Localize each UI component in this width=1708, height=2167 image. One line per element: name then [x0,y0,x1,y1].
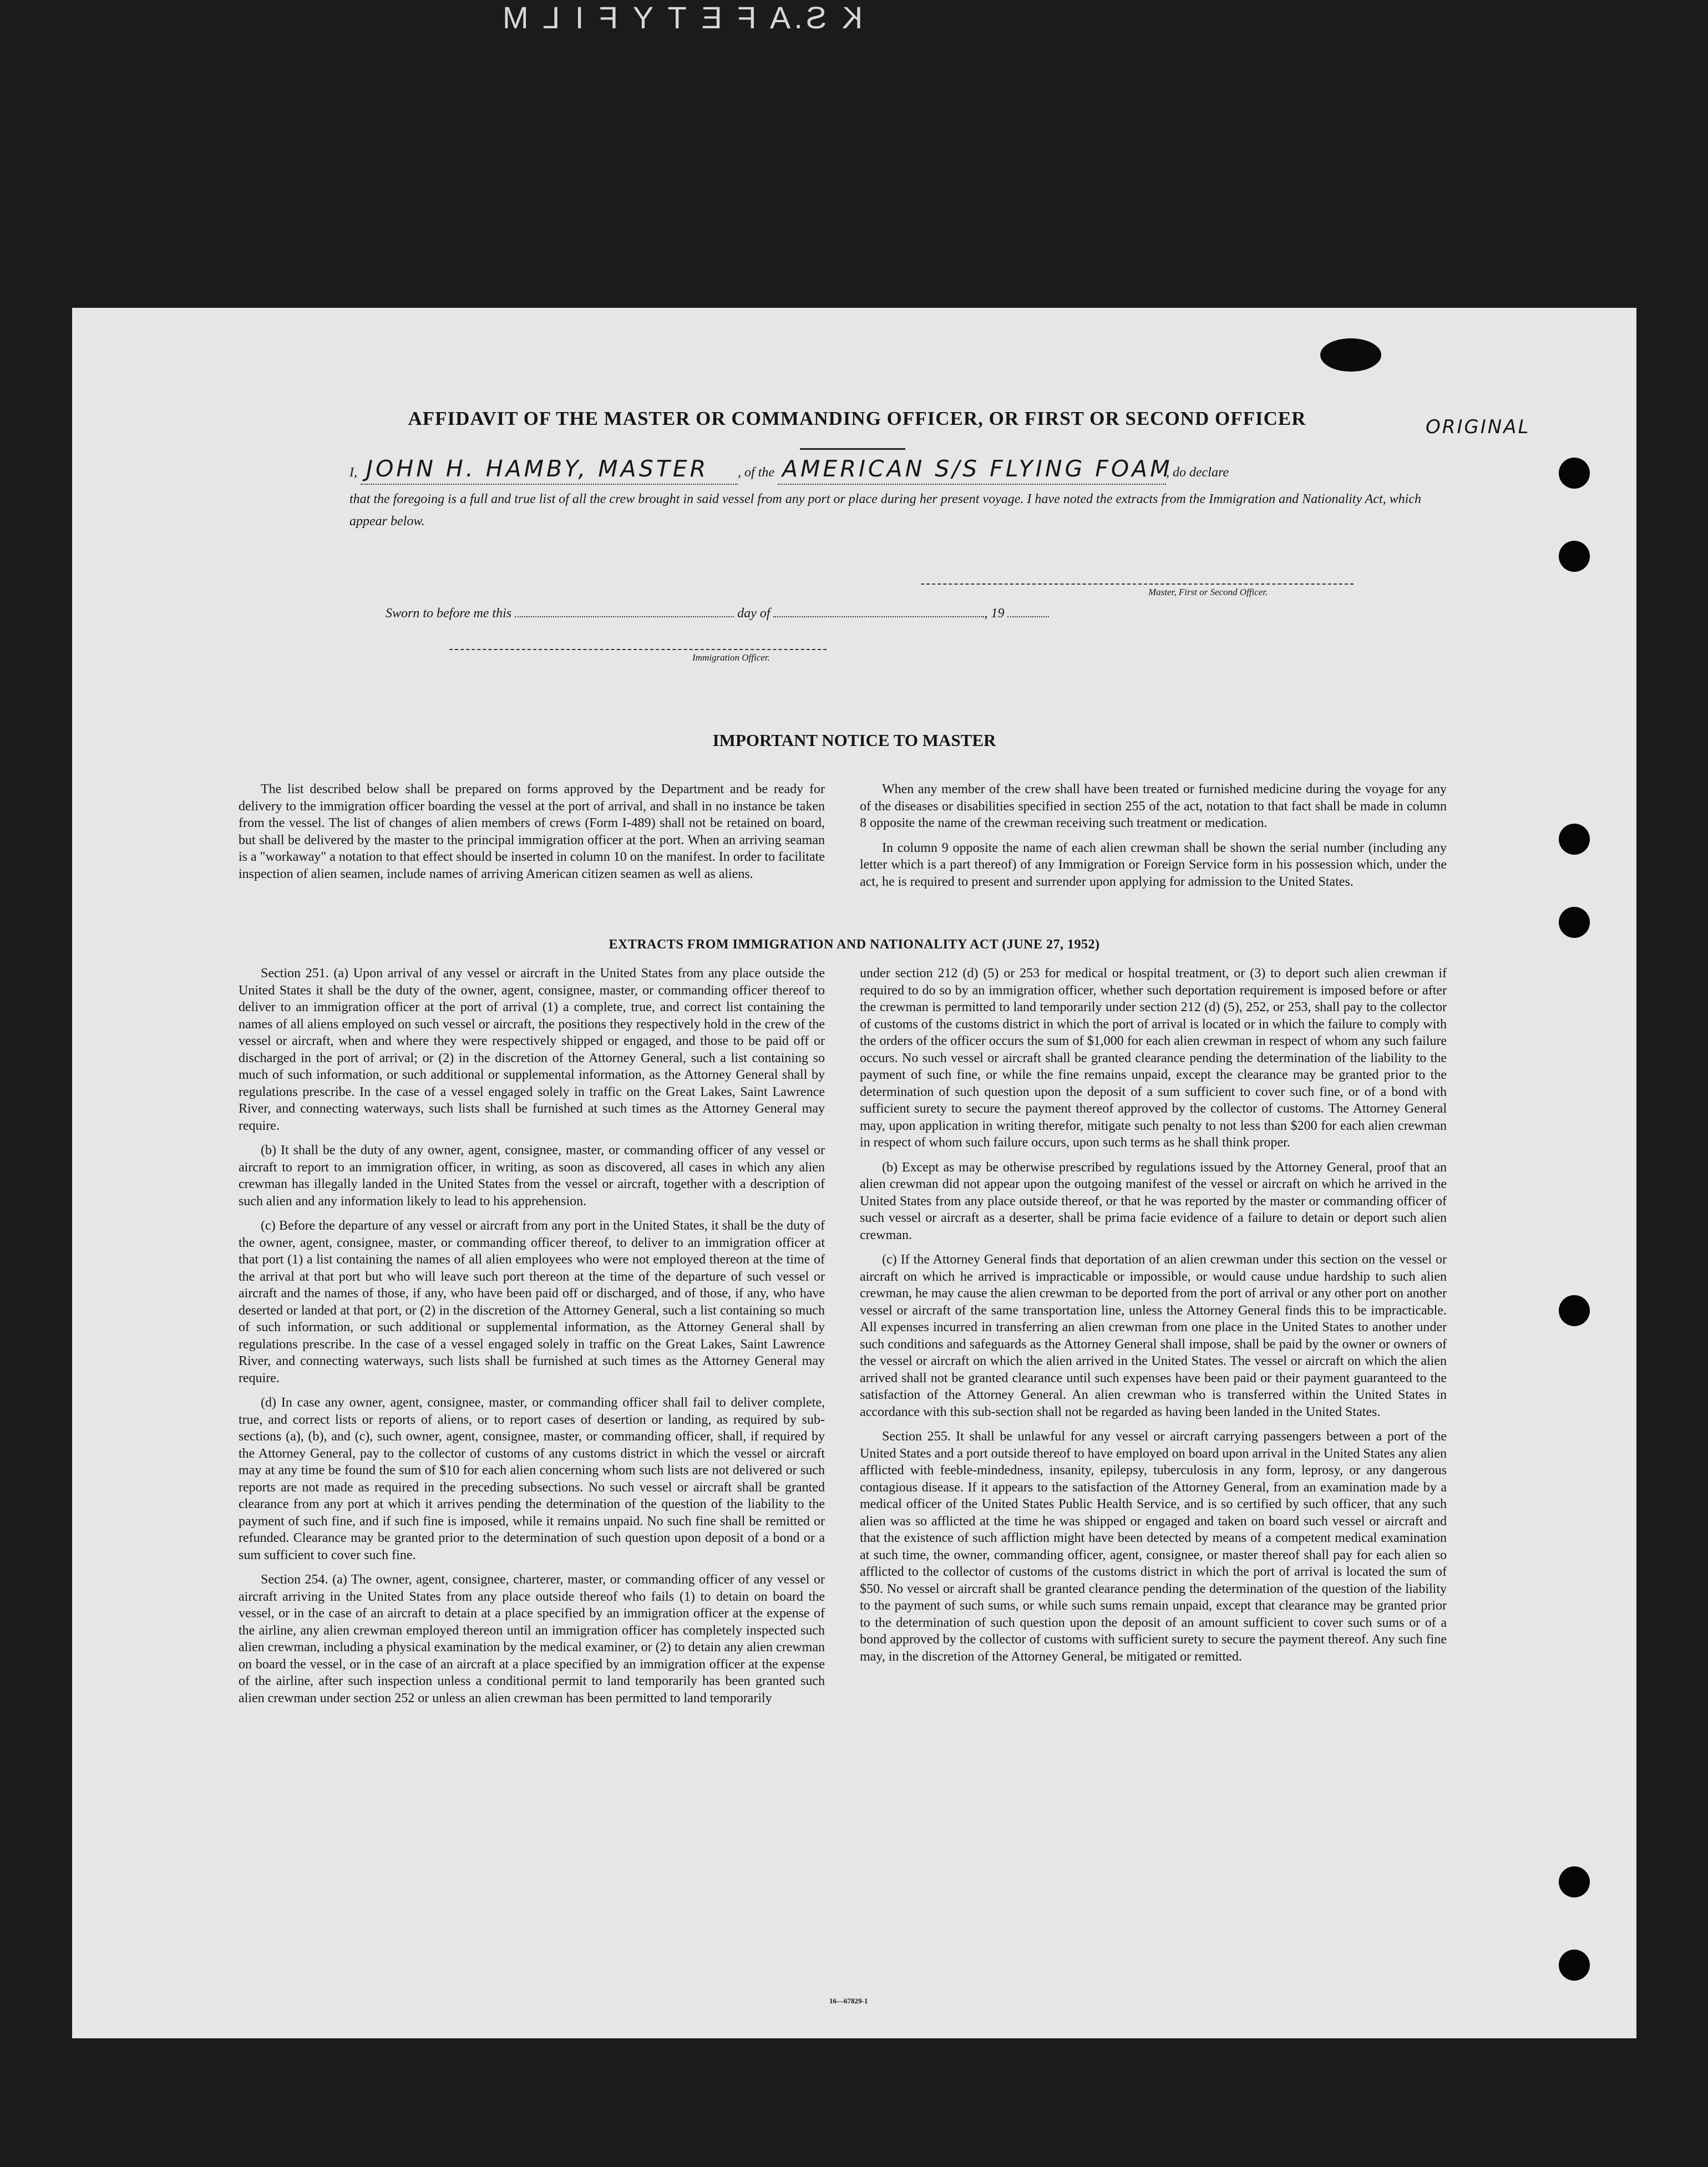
extracts-left-column [239,965,825,1714]
sworn-line [386,606,1049,621]
film-edge-text: K S.A F E T Y F I L M [499,0,863,35]
notice-right-paragraph-2: In column 9 opposite the name of each alien crewman shall be shown the serial number (including any letter which is a part thereof) of any Immigration or Foreign Service form in his possession which, under the act, he is required to present and surrender upon applying for admission to the United States. [860,840,1447,889]
section-255: Section 255. It shall be unlawful for any vessel or aircraft carrying passengers between a port of the United States and a port outside thereof to have employed on board upon arrival in the United States any alien afflicted with feeble-mindedness, insanity, epilepsy, tuberculosis in any form, leprosy, or any dangerous contagious disease. If it appears to the satisfaction of the Attorney General, from an examination made by a medical officer of the United States Public Health Service, and is so certified by such officer, that any such alien was so afflicted at the time he was shipped or engaged and taken on board such vessel or aircraft and that the existence of such affliction might have been detected by means of a competent medical examination at such time, the owner, commanding officer, agent, consignee, or master thereof shall pay for each alien so afflicted to the collector of customs of the customs district in which the port of arrival is located the sum of $50. No vessel or aircraft shall be granted clearance pending the determination of the question of the liability to the payment of such sums, or while such sums remain unpaid, except that clearance may be granted prior to the determination of such question upon the deposit of an amount sufficient to cover such sums or of a bond approved by the collector of customs with sufficient surety to secure the payment thereof. Any such fine may, in the discretion of the Attorney General, be mitigated or remitted. [860,1429,1447,1664]
master-name: JOHN H. HAMBY, MASTER [366,455,709,482]
section-251-b: (b) It shall be the duty of any owner, agent, consignee, master, or commanding officer of any vessel or aircraft to report to an immigration officer, in writing, as soon as discovered, all cases in which any alien crewman has illegally landed in the United States from the vessel or aircraft, together with a description of such alien and any information likely to lead to his apprehension. [239,1143,825,1209]
declaration-line [349,455,1464,485]
notice-left-paragraph: The list described below shall be prepared on forms approved by the Department and be ready for delivery to the immigration officer boarding the vessel at the port of arrival, and shall in no instance be taken from the vessel. The list of changes of alien members of crews (Form I-489) shall not be retained on board, but shall be delivered by the master to the principal immigration officer at the port. When an arriving seaman is a "workaway" a notation to that effect should be inserted in column 10 on the manifest. In order to facilitate inspection of alien seamen, include names of arriving American citizen seamen as well as aliens. [239,782,825,881]
section-254-c: (c) If the Attorney General finds that deportation of an alien crewman under this section on the vessel or aircraft on which he arrived is impracticable or impossible, or would cause undue hardship to such alien crewman, he may cause the alien crewman to be deported from the port of arrival or any other port on another vessel or aircraft of the same transportation line, unless the Attorney General finds this to be impracticable. All expenses incurred in transferring an alien crewman from one place in the United States to another under such conditions and safeguards as the Attorney General shall impose, shall be paid by the owner or owners of the vessel or aircraft on which the alien arrived in the United States. The vessel or aircraft on which the alien arrived shall not be granted clearance until such expenses have been paid or their payment guaranteed to the satisfaction of the Attorney General. An alien crewman who is transferred within the United States in accordance with this sub-section shall not be regarded as having been landed in the United States. [860,1252,1447,1419]
binder-hole [1559,1866,1590,1897]
section-251-c: (c) Before the departure of any vessel or aircraft from any port in the United States, it shall be the duty of the owner, agent, consignee, master, or commanding officer thereof, to deliver to an immigration officer at that port (1) a list containing the names of all alien employees who were not employed thereon at the time of the arrival at that port but who will leave such port thereon at the time of the departure of such vessel or aircraft and the names of those, if any, who have been paid off or discharged, and of those, if any, who have deserted or landed at that port, or (2) in the discretion of the Attorney General, such a list containing so much of such information, or such additional or supplemental information, as the Attorney General shall by regulations prescribe. In the case of a vessel engaged solely in traffic on the Great Lakes, Saint Lawrence River, and connecting waterways, such lists shall be furnished at such times as the Attorney General may require. [239,1219,825,1386]
sworn-year-label: , 19 [984,606,1005,621]
sworn-month-field[interactable] [773,616,984,617]
binder-hole [1559,541,1590,572]
vessel-name: AMERICAN S/S FLYING FOAM [782,455,1173,482]
immigration-officer-label: Immigration Officer. [692,652,770,663]
document-page [72,308,1636,2038]
ink-smudge [1320,338,1381,372]
notice-left-column [239,781,825,890]
binder-hole [1559,1950,1590,1981]
sworn-prefix: Sworn to before me this [386,606,512,621]
master-name-field[interactable] [361,455,738,485]
notice-right-paragraph-1: When any member of the crew shall have been treated or furnished medicine during the voyage for any of the diseases or disabilities specified in section 255 of the act, notation to that fact shall be made in column 8 opposite the name of the crewman receiving such treatment or medication. [860,782,1447,830]
sworn-day-of: day of [737,606,771,621]
section-254-b: (b) Except as may be otherwise prescribed by regulations issued by the Attorney General, proof that an alien crewman did not appear upon the outgoing manifest of the vessel or aircraft on which he arrived in the United States from any place outside thereof, or that he was reported by the master or commanding officer of such vessel or aircraft as a deserter, shall be prima facie evidence of a failure to detain or deport such alien crewman. [860,1160,1447,1242]
form-number: 16—67829-1 [829,1997,868,2005]
notice-right-column [860,781,1447,898]
master-signature-line[interactable] [921,583,1354,585]
section-251-a: Section 251. (a) Upon arrival of any vessel or aircraft in the United States from any place outside the United States it shall be the duty of the owner, agent, consignee, master, or commanding officer thereof to deliver to an immigration officer at the port of arrival (1) a complete, true, and correct list containing the names of all aliens employed on such vessel or aircraft, the positions they respectively hold in the crew of the vessel or aircraft, when and where they were respectively shipped or engaged, and those to be paid off or discharged in the port of arrival; or (2) in the discretion of the Attorney General, such a list containing so much of such information, or such additional or supplemental information, as the Attorney General shall by regulations prescribe. In the case of a vessel engaged solely in traffic on the Great Lakes, Saint Lawrence River, and connecting waterways, such lists shall be furnished at such times as the Attorney General may require. [239,966,825,1133]
declaration-i: I, [349,465,357,480]
film-edge-lettering [0,0,1708,39]
sworn-day-field[interactable] [515,616,734,617]
master-signature-label: Master, First or Second Officer. [1148,587,1268,597]
extracts-right-column [860,965,1447,1673]
of-the-label: , of the [738,465,774,480]
original-stamp: ORIGINAL [1426,416,1530,438]
immigration-officer-signature-line[interactable] [449,649,827,650]
do-declare-label: , do declare [1166,465,1229,480]
affidavit-title: AFFIDAVIT OF THE MASTER OR COMMANDING OFFICER, OR FIRST OR SECOND OFFICER [408,408,1306,429]
notice-title: IMPORTANT NOTICE TO MASTER [712,730,996,750]
vessel-name-field[interactable] [778,455,1173,485]
section-254-a: Section 254. (a) The owner, agent, consignee, charterer, master, or commanding officer of any vessel or aircraft arriving in the United States from any place outside thereof who fails (1) to detain on board the vessel, or in the case of an aircraft to detain at a place specified by an immigration officer at the expense of the airline, any alien crewman employed thereon until an immigration officer has completely inspected such alien crewman, including a physical examination by the medical examiner, or (2) to detain any alien crewman on board the vessel, or in the case of an aircraft at a place specified by an immigration officer at the expense of the airline, after such inspection unless a conditional permit to land temporarily has been granted such alien crewman under section 252 or unless an alien crewman has been permitted to land temporarily [239,1572,825,1706]
binder-hole [1559,907,1590,938]
declaration-body: that the foregoing is a full and true list of all the crew brought in said vessel from any port or place during her present voyage. I have noted the extracts from the Immigration and Nationality Act, which appear below. [349,492,1421,529]
extracts-title: EXTRACTS FROM IMMIGRATION AND NATIONALITY ACT (JUNE 27, 1952) [609,937,1100,952]
binder-hole [1559,1295,1590,1326]
section-254-a-continued: under section 212 (d) (5) or 253 for medical or hospital treatment, or (3) to deport such alien crewman if required to do so by an immigration officer, whether such deportation requirement is imposed before or after the crewman is permitted to land temporarily under section 212 (d) (5), 252, or 253, shall pay to the collector of customs of the customs district in which the port of arrival is located or in which the failure to comply with the orders of the officer occurs the sum of $1,000 for each alien crewman in respect of whom any such failure occurs. No such vessel or aircraft shall be granted clearance pending the determination of the liability to the payment of such fine, or while the fine remains unpaid, except the clearance may be granted prior to the determination of such question upon the deposit of a sum sufficient to cover such fine, or of a bond with sufficient surety to secure the payment thereof approved by the collector of customs. The Attorney General may, upon application in writing therefor, mitigate such penalty to not less than $200 for each alien crewman in respect of whom such failure occurs, upon such terms as he shall think proper. [860,966,1447,1150]
sworn-year-field[interactable] [1007,616,1049,617]
section-251-d: (d) In case any owner, agent, consignee, master, or commanding officer shall fail to deliver complete, true, and correct lists or reports of aliens, or to report cases of desertion or landing, as required by sub-sections (a), (b), and (c), such owner, agent, consignee, master, or commanding officer, shall, if required by the Attorney General, pay to the collector of customs of any customs district in which the vessel or aircraft may at any time be found the sum of $10 for each alien concerning whom such lists are not delivered or such reports are not made as required in the preceding subsections. No such vessel or aircraft shall be granted clearance from any port at which it arrives pending the determination of the question of the liability to the payment of such fine, and if such fine is imposed, while it remains unpaid. No such fine shall be remitted or refunded. Clearance may be granted prior to the determination of such question upon deposit of a bond or a sum sufficient to cover such fine. [239,1395,825,1562]
binder-hole [1559,824,1590,855]
declaration-block [349,455,1464,532]
title-rule [800,448,905,450]
binder-hole [1559,458,1590,489]
